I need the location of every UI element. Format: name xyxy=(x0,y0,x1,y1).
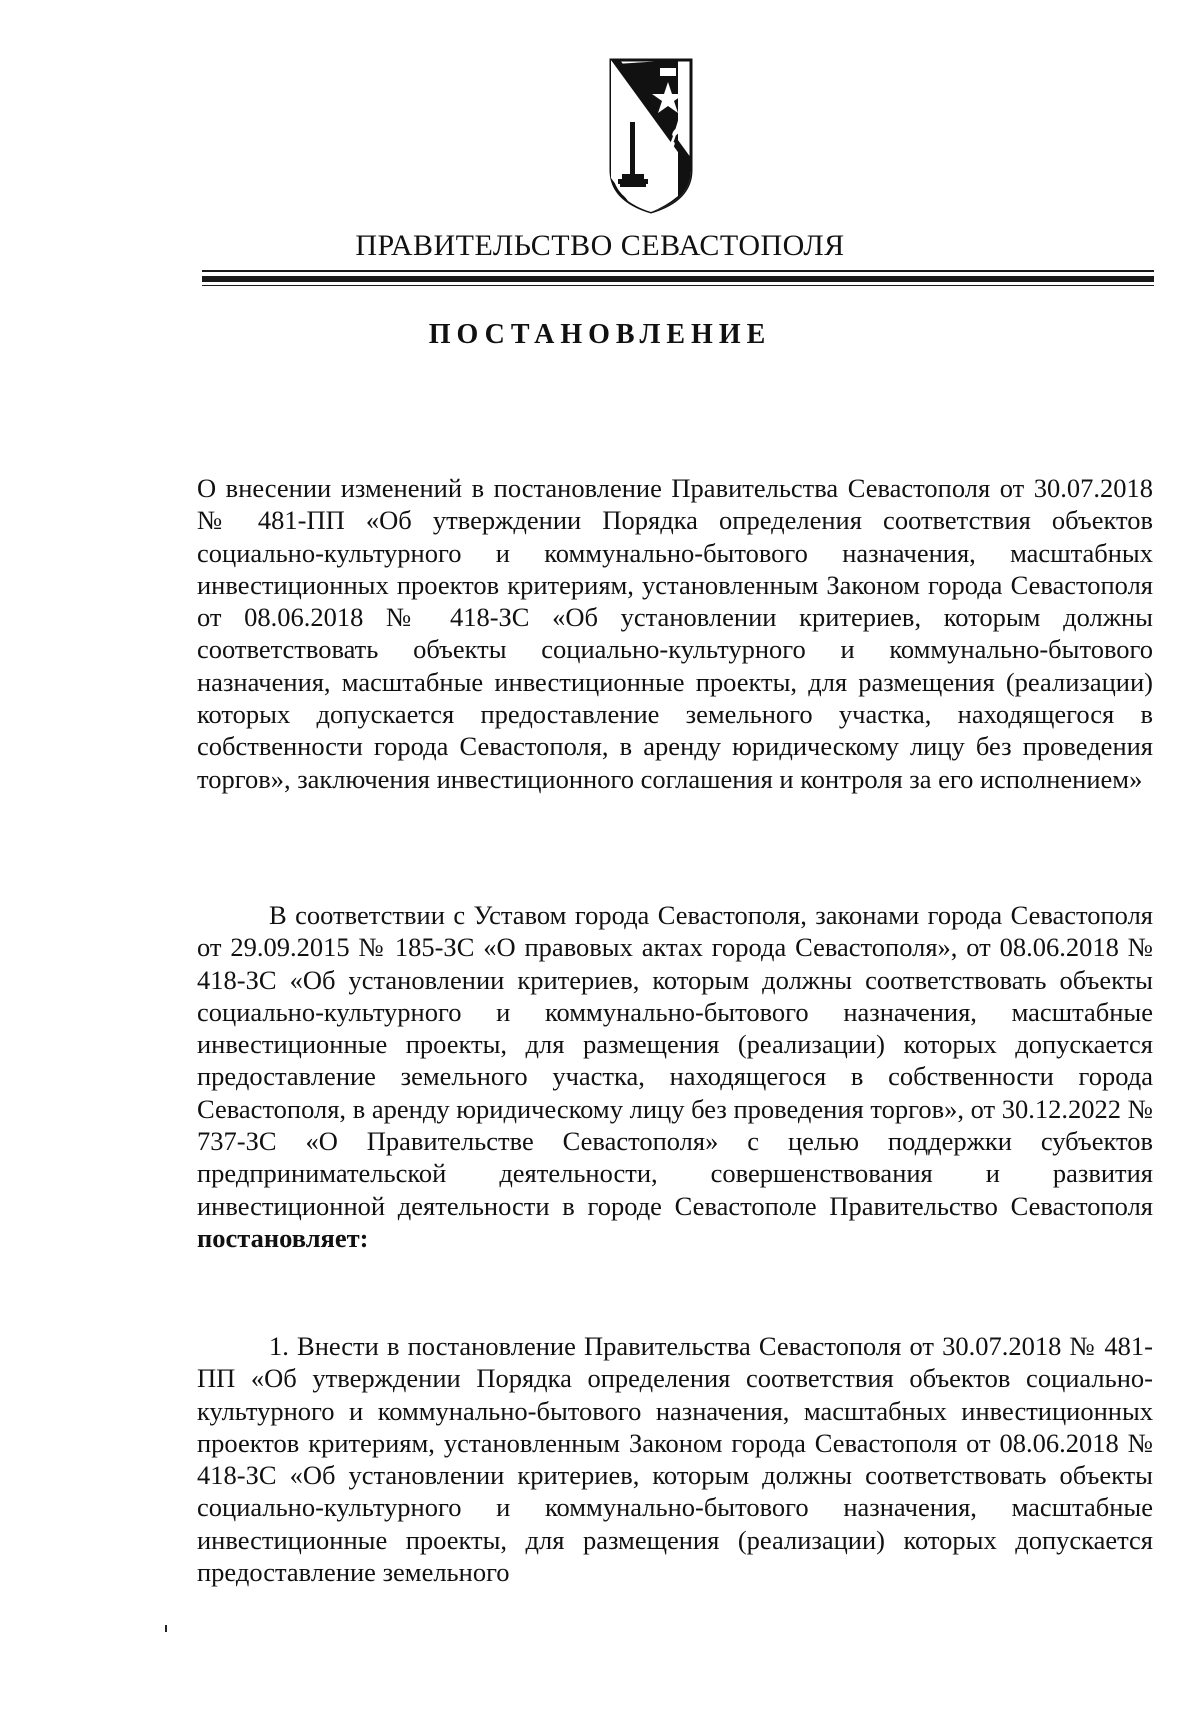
preamble-paragraph xyxy=(197,899,1153,1254)
organization-title: ПРАВИТЕЛЬСТВО СЕВАСТОПОЛЯ xyxy=(355,229,845,262)
scan-artifact-mark xyxy=(165,1625,167,1632)
header-rule-thin xyxy=(202,270,1154,272)
sevastopol-coat-of-arms-icon xyxy=(608,58,694,214)
resolves-word: постановляет: xyxy=(197,1222,369,1253)
document-type-heading: ПОСТАНОВЛЕНИЕ xyxy=(428,319,772,350)
header-rule-bottom xyxy=(202,285,1154,286)
header-rule-thick xyxy=(202,276,1154,282)
preamble-text: В соответствии с Уставом города Севастополя, законами города Севастополя от 29.09.2015 № 185-ЗС «О правовых актах города Севастополя», от 08.06.2018 № 418-ЗС «Об установлении критериев, которым должны соответствовать объекты социально-культурного и коммунально-бытового назначения, масштабные инвестиционные проекты, для размещения (реализации) которых допускается предоставление земельного участка, находящегося в собственности города Севастополя, в аренду юридическому лицу без проведения торгов», от 30.12.2022 № 737-ЗС «О Правительстве Севастополя» с целью поддержки субъектов предпринимательской деятельности, совершенствования и развития инвестиционной деятельности в городе Севастополе Правительство Севастополя xyxy=(197,900,1153,1221)
document-subject: О внесении изменений в постановление Правительства Севастополя от 30.07.2018 № 481-ПП «Об утверждении Порядка определения соответствия объектов социально-культурного и коммунально-бытового назначения, масштабных инвестиционных проектов критериям, установленным Законом города Севастополя от 08.06.2018 № 418-ЗС «Об установлении критериев, которым должны соответствовать объекты социально-культурного и коммунально-бытового назначения, масштабные инвестиционные проекты, для размещения (реализации) которых допускается предоставление земельного участка, находящегося в собственности города Севастополя, в аренду юридическому лицу без проведения торгов», заключения инвестиционного соглашения и контроля за его исполнением» xyxy=(197,473,1153,794)
item-1-paragraph: 1. Внести в постановление Правительства Севастополя от 30.07.2018 № 481-ПП «Об утверждении Порядка определения соответствия объектов социально-культурного и коммунально-бытового назначения, масштабных инвестиционных проектов критериям, установленным Законом города Севастополя от 08.06.2018 № 418-ЗС «Об установлении критериев, которым должны соответствовать объекты социально-культурного и коммунально-бытового назначения, масштабные инвестиционные проекты, для размещения (реализации) которых допускается предоставление земельного xyxy=(197,1331,1153,1588)
